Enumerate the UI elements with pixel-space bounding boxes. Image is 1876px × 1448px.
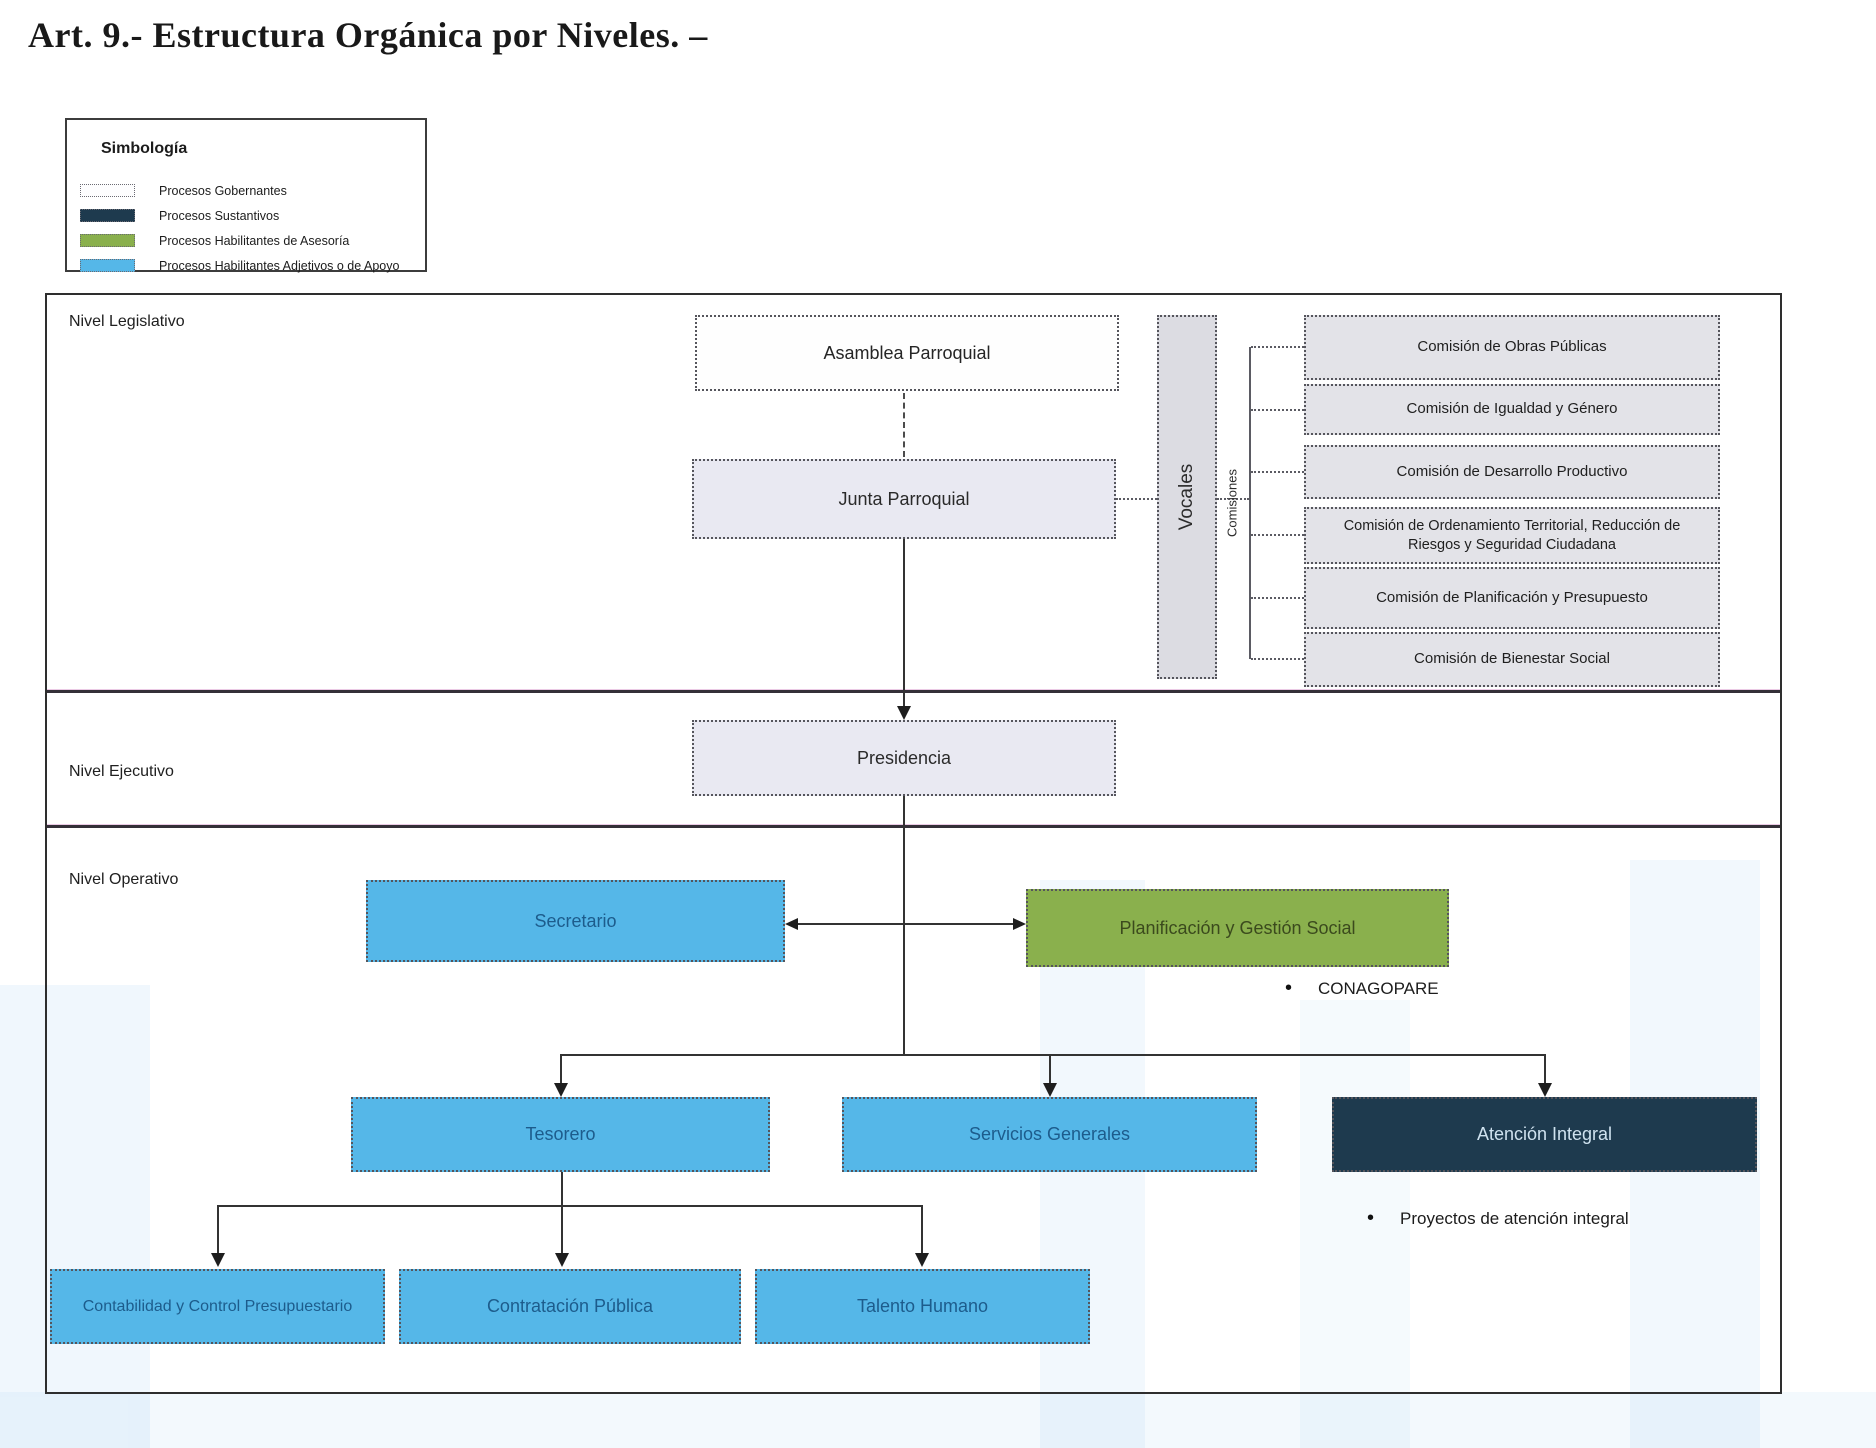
node-contabilidad-control: Contabilidad y Control Presupuestario (50, 1269, 385, 1344)
node-presidencia: Presidencia (692, 720, 1116, 796)
connector-asamblea-junta (903, 393, 905, 457)
band-divider-ejecutivo-operativo (47, 825, 1780, 828)
legend-item-label: Procesos Habilitantes Adjetivos o de Apoyo (159, 258, 400, 273)
connector-junta-presidencia (903, 539, 905, 707)
connector-comision-2 (1251, 409, 1304, 411)
node-comision-bienestar-social: Comisión de Bienestar Social (1304, 632, 1720, 687)
bullet-icon: • (1285, 977, 1293, 999)
legend-swatch-apoyo-icon (80, 259, 135, 272)
legend-swatch-gobernantes-icon (80, 184, 135, 197)
connector-branch-row3 (217, 1205, 923, 1207)
node-vocales (1157, 315, 1217, 679)
arrowhead-icon (897, 706, 911, 720)
connector-secretario-planificacion (796, 923, 1014, 925)
vocales-label: Vocales (1176, 463, 1198, 531)
scan-artifact (0, 1392, 1876, 1448)
node-comision-planificacion-presupuesto: Comisión de Planificación y Presupuesto (1304, 567, 1720, 629)
node-comision-obras-publicas: Comisión de Obras Públicas (1304, 315, 1720, 380)
arrowhead-icon (915, 1253, 929, 1267)
node-secretario: Secretario (366, 880, 785, 962)
arrowhead-icon (211, 1253, 225, 1267)
arrowhead-icon (1538, 1083, 1552, 1097)
legend-item-label: Procesos Habilitantes de Asesoría (159, 233, 350, 248)
proyectos-label: Proyectos de atención integral (1400, 1208, 1629, 1228)
arrowhead-icon (555, 1253, 569, 1267)
legend-item-sustantivos (67, 203, 425, 228)
connector-branch-row2 (560, 1054, 1546, 1056)
legend-item-asesoria (67, 228, 425, 253)
connector-comision-5 (1251, 597, 1304, 599)
label-comisiones: Comisiones (1224, 468, 1240, 537)
legend (65, 118, 427, 272)
level-label-legislativo: Nivel Legislativo (69, 313, 185, 330)
arrowhead-icon (1043, 1083, 1057, 1097)
conagopare-label: CONAGOPARE (1318, 978, 1439, 998)
legend-item-label: Procesos Sustantivos (159, 208, 280, 223)
connector-comision-6 (1251, 658, 1304, 660)
legend-item-apoyo (67, 253, 425, 278)
arrowhead-icon (554, 1083, 568, 1097)
node-comision-desarrollo-productivo: Comisión de Desarrollo Productivo (1304, 445, 1720, 499)
node-atencion-integral: Atención Integral (1332, 1097, 1757, 1172)
node-talento-humano: Talento Humano (755, 1269, 1090, 1344)
comisiones-bracket (1249, 347, 1251, 659)
connector-drop-tesorero (560, 1054, 562, 1086)
node-planificacion-gestion-social: Planificación y Gestión Social (1026, 889, 1449, 967)
bullet-conagopare (1285, 977, 1439, 1000)
connector-comision-4 (1251, 534, 1304, 536)
bullet-icon: • (1367, 1207, 1375, 1229)
node-asamblea-parroquial: Asamblea Parroquial (695, 315, 1119, 391)
band-divider-legislativo-ejecutivo (47, 690, 1780, 693)
connector-comision-1 (1251, 346, 1304, 348)
legend-item-label: Procesos Gobernantes (159, 183, 287, 198)
connector-junta-vocales (1116, 498, 1157, 500)
connector-drop-atencion (1544, 1054, 1546, 1086)
connector-drop-talento (921, 1205, 923, 1255)
arrowhead-icon (785, 918, 798, 930)
connector-comision-3 (1251, 471, 1304, 473)
bullet-proyectos (1367, 1207, 1629, 1230)
node-comision-ordenamiento-territorial: Comisión de Ordenamiento Territorial, Reducción de Riesgos y Seguridad Ciudadana (1304, 507, 1720, 564)
legend-swatch-asesoria-icon (80, 234, 135, 247)
node-junta-parroquial: Junta Parroquial (692, 459, 1116, 539)
legend-swatch-sustantivos-icon (80, 209, 135, 222)
connector-drop-servicios (1049, 1054, 1051, 1086)
node-tesorero: Tesorero (351, 1097, 770, 1172)
page-title: Art. 9.- Estructura Orgánica por Niveles. – (28, 15, 708, 55)
arrowhead-icon (1013, 918, 1026, 930)
chart-frame (45, 293, 1782, 1394)
connector-presidencia-operativo (903, 796, 905, 1054)
connector-drop-contabilidad (217, 1205, 219, 1255)
connector-drop-contratacion (561, 1205, 563, 1255)
node-servicios-generales: Servicios Generales (842, 1097, 1257, 1172)
connector-tesorero-drop (561, 1172, 563, 1207)
node-contratacion-publica: Contratación Pública (399, 1269, 741, 1344)
legend-item-gobernantes (67, 178, 425, 203)
legend-title: Simbología (101, 140, 188, 157)
level-label-ejecutivo: Nivel Ejecutivo (69, 763, 174, 780)
node-comision-igualdad-genero: Comisión de Igualdad y Género (1304, 384, 1720, 435)
level-label-operativo: Nivel Operativo (69, 871, 179, 888)
